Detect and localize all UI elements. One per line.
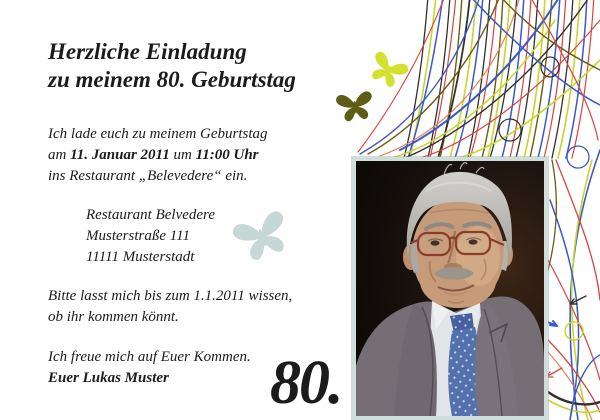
venue-address [86, 205, 215, 268]
rsvp-line2: ob ihr kommen könnt. [48, 309, 179, 325]
address-line1: Restaurant Belvedere [86, 207, 215, 223]
invitation-line1: Ich lade euch zu meinem Geburtstag [48, 126, 268, 142]
portrait-photo [356, 161, 544, 416]
title-line2: zu meinem 80. Geburtstag [48, 67, 296, 92]
invitation-line2-pre: am [48, 147, 71, 163]
rsvp-line1: Bitte lasst mich bis zum 1.1.2011 wissen, [48, 288, 293, 304]
big-age-number: 80. [270, 349, 342, 417]
address-line3: 11111 Musterstadt [86, 249, 195, 265]
closing-signature: Euer Lukas Muster [48, 370, 169, 386]
closing-text [48, 347, 251, 389]
card-title [48, 38, 296, 94]
invitation-time: 11:00 Uhr [195, 147, 259, 163]
invitation-line2 [48, 145, 268, 166]
invitation-line3: ins Restaurant „Belevedere“ ein. [48, 168, 248, 184]
invitation-date: 11. Januar 2011 [70, 147, 170, 163]
rsvp-text [48, 286, 292, 328]
closing-line1: Ich freue mich auf Euer Kommen. [48, 349, 251, 365]
address-line2: Musterstraße 111 [86, 228, 191, 244]
portrait-photo-frame [352, 157, 548, 420]
butterfly-chartreuse-icon [366, 49, 410, 91]
title-line1: Herzliche Einladung [48, 39, 247, 64]
invitation-text [48, 124, 268, 187]
butterfly-pale-blue-icon [230, 200, 294, 272]
invitation-line2-mid: um [169, 147, 196, 163]
butterfly-olive-icon [332, 86, 378, 126]
